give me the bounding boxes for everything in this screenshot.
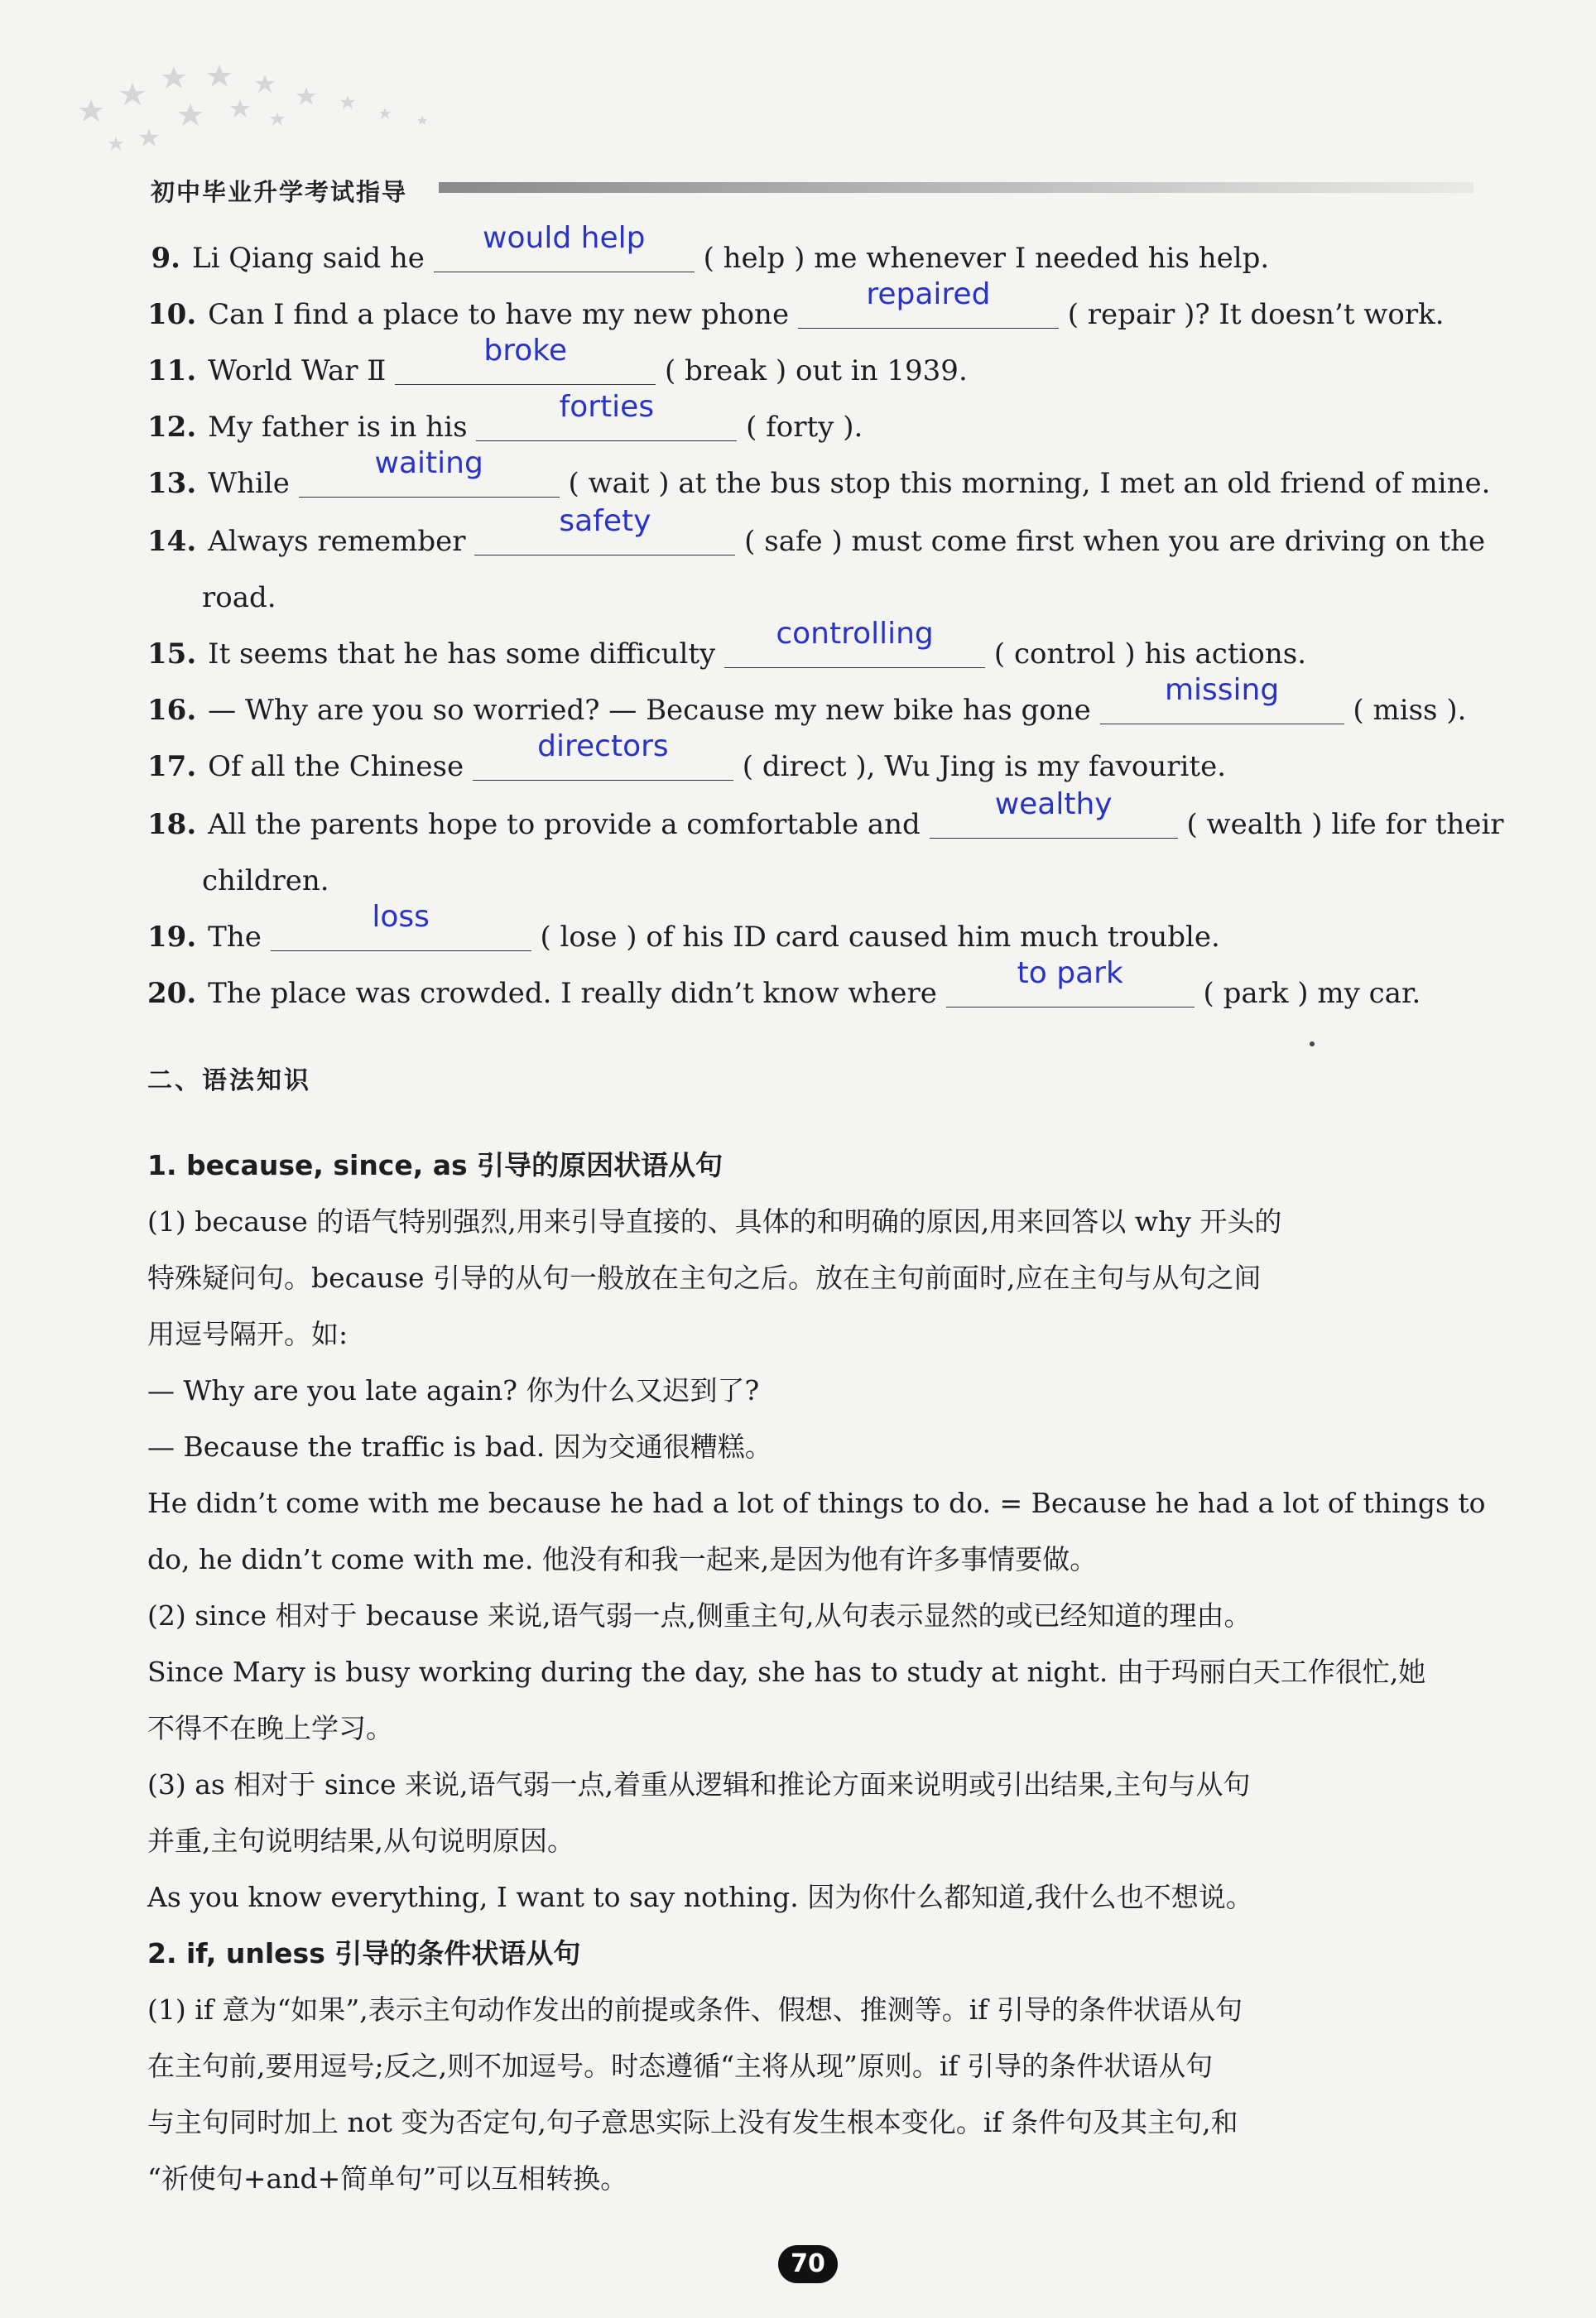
grammar-heading: 1. because, since, as 引导的原因状语从句 — [147, 1149, 723, 1181]
question-hint: ( forty ). — [746, 411, 863, 444]
question-number: 16. — [147, 694, 197, 727]
answer-blank[interactable] — [474, 504, 735, 555]
question-text: Li Qiang said he — [192, 242, 425, 275]
grammar-line: “祈使句+and+简单句”可以互相转换。 — [147, 2162, 628, 2195]
header-rule — [439, 182, 1473, 193]
answer-text: wealthy — [994, 787, 1113, 821]
section-title: 二、语法知识 — [147, 1066, 311, 1095]
answer-text: repaired — [866, 277, 991, 311]
answer-text: safety — [559, 504, 651, 538]
question-continuation: children. — [202, 864, 329, 897]
question-number: 12. — [147, 411, 197, 444]
grammar-line: 用逗号隔开。如: — [147, 1318, 349, 1350]
question-11 — [147, 334, 1488, 399]
question-hint: ( wealth ) life for their — [1186, 808, 1504, 841]
question-14 — [147, 504, 1488, 570]
question-text: World War Ⅱ — [208, 354, 387, 387]
question-text: Can I find a place to have my new phone — [208, 298, 790, 331]
grammar-line: (2) since 相对于 because 来说,语气弱一点,侧重主句,从句表示显然的或已经知道的理由。 — [147, 1599, 1252, 1632]
grammar-example: — Because the traffic is bad. 因为交通很糟糕。 — [147, 1431, 772, 1463]
answer-text: would help — [483, 221, 646, 255]
answer-text: controlling — [776, 617, 934, 651]
question-text: — Why are you so worried? — Because my new bike has gone — [208, 694, 1091, 727]
question-number: 10. — [147, 298, 197, 331]
question-hint: ( break ) out in 1939. — [665, 354, 968, 387]
grammar-example: He didn’t come with me because he had a lot of things to do. = Because he had a lot of things to — [147, 1487, 1486, 1519]
question-hint: ( lose ) of his ID card caused him much trouble. — [540, 921, 1220, 954]
question-number: 17. — [147, 750, 197, 783]
grammar-line: (1) because 的语气特别强烈,用来引导直接的、具体的和明确的原因,用来回答以 why 开头的 — [147, 1205, 1282, 1238]
stray-dot — [1310, 1041, 1315, 1046]
question-text: The place was crowded. I really didn’t know where — [208, 977, 937, 1010]
question-text: Always remember — [208, 525, 466, 558]
answer-blank[interactable] — [434, 221, 695, 272]
answer-blank[interactable] — [724, 617, 985, 668]
question-17 — [147, 729, 1488, 795]
question-number: 13. — [147, 467, 197, 500]
question-hint: ( repair )? It doesn’t work. — [1067, 298, 1445, 331]
question-19 — [147, 900, 1488, 965]
question-text: All the parents hope to provide a comfortable and — [208, 808, 921, 841]
grammar-example: Since Mary is busy working during the day, she has to study at night. 由于玛丽白天工作很忙,她 — [147, 1656, 1426, 1688]
question-hint: ( safe ) must come first when you are driving on the — [744, 525, 1486, 558]
grammar-line: 特殊疑问句。because 引导的从句一般放在主句之后。放在主句前面时,应在主句与从句之间 — [147, 1262, 1262, 1294]
question-number: 14. — [147, 525, 197, 558]
grammar-example: As you know everything, I want to say nothing. 因为你什么都知道,我什么也不想说。 — [147, 1881, 1253, 1913]
answer-blank[interactable] — [299, 446, 560, 498]
grammar-example: — Why are you late again? 你为什么又迟到了? — [147, 1374, 760, 1407]
answer-blank[interactable] — [271, 900, 531, 951]
answer-text: loss — [372, 900, 430, 934]
grammar-line: 在主句前,要用逗号;反之,则不加逗号。时态遵循“主将从现”原则。if 引导的条件状语从句 — [147, 2050, 1214, 2082]
question-13 — [147, 446, 1491, 512]
grammar-heading: 2. if, unless 引导的条件状语从句 — [147, 1937, 581, 1969]
question-number: 15. — [147, 637, 197, 671]
question-text: My father is in his — [208, 411, 468, 444]
question-20 — [147, 956, 1488, 1022]
page-number: 70 — [778, 2245, 838, 2283]
question-continuation: road. — [202, 581, 276, 614]
grammar-example: do, he didn’t come with me. 他没有和我一起来,是因为他有许多事情要做。 — [147, 1543, 1098, 1575]
answer-blank[interactable] — [930, 787, 1178, 839]
question-18 — [147, 787, 1504, 853]
answer-text: broke — [483, 334, 568, 368]
answer-text: directors — [537, 729, 669, 763]
question-hint: ( control ) his actions. — [993, 637, 1306, 671]
question-10 — [147, 277, 1488, 343]
question-number: 11. — [147, 354, 197, 387]
answer-text: to park — [1017, 956, 1123, 990]
question-text: Of all the Chinese — [208, 750, 464, 783]
question-text: The — [208, 921, 262, 954]
grammar-line: (3) as 相对于 since 来说,语气弱一点,着重从逻辑和推论方面来说明或引出结果,主句与从句 — [147, 1768, 1251, 1801]
answer-text: forties — [559, 390, 655, 424]
question-hint: ( miss ). — [1353, 694, 1467, 727]
question-16 — [147, 673, 1488, 738]
grammar-line: 与主句同时加上 not 变为否定句,句子意思实际上没有发生根本变化。if 条件句及其主句,和 — [147, 2106, 1238, 2138]
question-number: 9. — [151, 242, 180, 275]
answer-blank[interactable] — [946, 956, 1195, 1008]
question-hint: ( help ) me whenever I needed his help. — [703, 242, 1270, 275]
question-hint: ( park ) my car. — [1203, 977, 1421, 1010]
answer-blank[interactable] — [473, 729, 733, 781]
question-hint: ( wait ) at the bus stop this morning, I met an old friend of mine. — [568, 467, 1491, 500]
star-decoration — [66, 50, 447, 174]
question-text: It seems that he has some difficulty — [208, 637, 716, 671]
question-hint: ( direct ), Wu Jing is my favourite. — [742, 750, 1227, 783]
grammar-example: 不得不在晚上学习。 — [147, 1712, 393, 1744]
answer-text: missing — [1164, 673, 1280, 707]
question-number: 18. — [147, 808, 197, 841]
question-text: While — [208, 467, 290, 500]
answer-blank[interactable] — [798, 277, 1059, 329]
question-number: 20. — [147, 977, 197, 1010]
answer-text: waiting — [374, 446, 483, 480]
question-number: 19. — [147, 921, 197, 954]
answer-blank[interactable] — [1100, 673, 1344, 724]
header-title: 初中毕业升学考试指导 — [151, 178, 408, 206]
grammar-line: (1) if 意为“如果”,表示主句动作发出的前提或条件、假想、推测等。if 引导的条件状语从句 — [147, 1993, 1243, 2026]
grammar-line: 并重,主句说明结果,从句说明原因。 — [147, 1825, 574, 1857]
